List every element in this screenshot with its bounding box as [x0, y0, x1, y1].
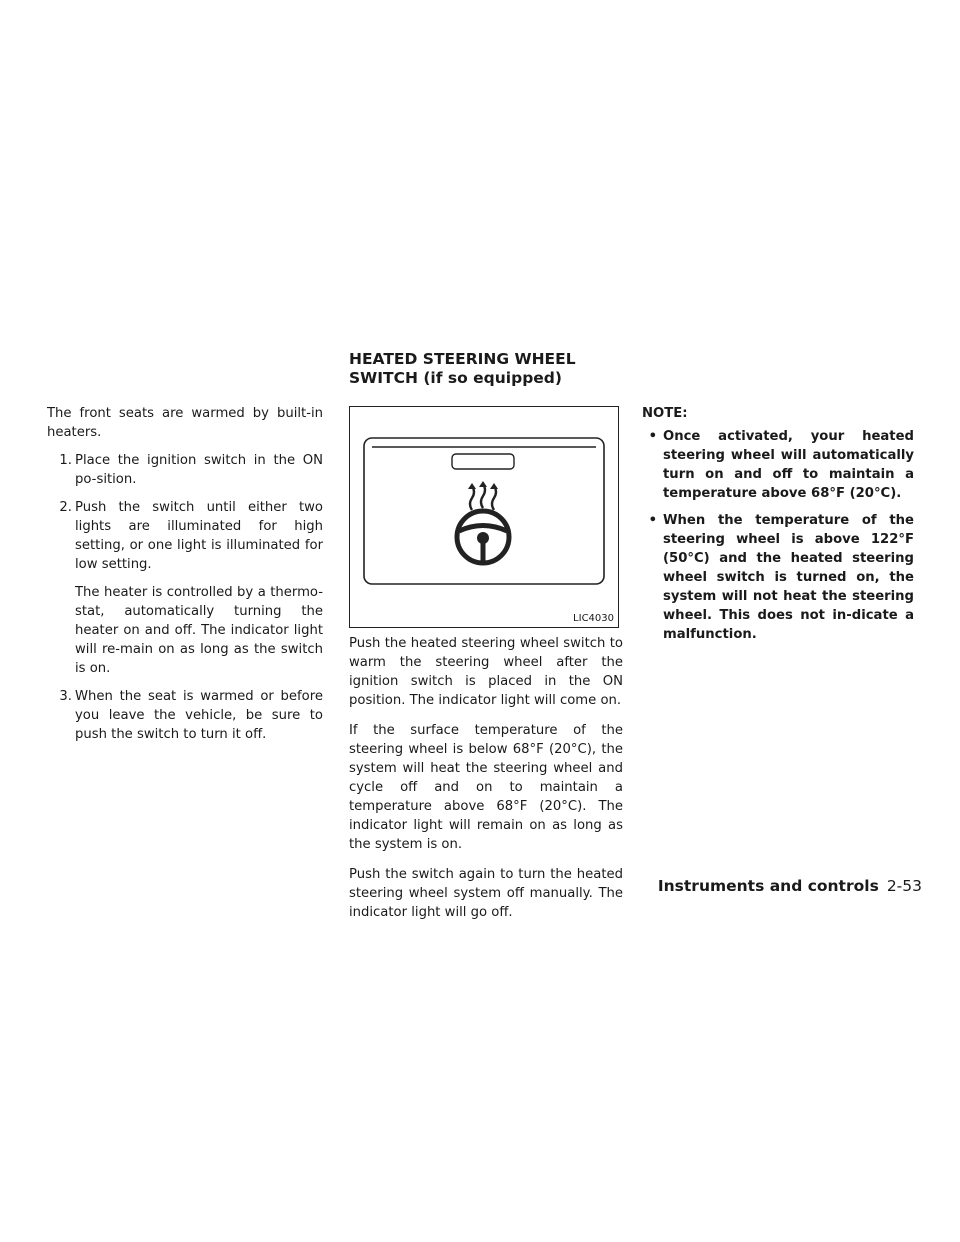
bullet-icon: •	[648, 513, 657, 528]
step-text: Place the ignition switch in the ON po-sition.	[75, 453, 323, 487]
list-item	[47, 498, 323, 678]
step-text: Push the switch until either two lights are illuminated for high setting, or one light is illuminated for low setting.	[75, 500, 323, 572]
middle-column	[349, 634, 623, 933]
footer-section-name: Instruments and controls	[657, 877, 879, 895]
figure-code: LIC4030	[573, 613, 614, 624]
left-column	[47, 404, 323, 753]
list-item	[47, 687, 323, 744]
note-text: Once activated, your heated steering wheel will automatically turn on and off to maintain a temperature above 68°F (20°C).	[663, 429, 914, 501]
section-title: HEATED STEERING WHEEL SWITCH (if so equipped)	[349, 350, 576, 387]
step-body	[75, 498, 323, 678]
steps-list	[47, 451, 323, 744]
bullet-icon: •	[648, 429, 657, 444]
list-item	[642, 511, 914, 644]
body-paragraph: Push the switch again to turn the heated steering wheel system off manually. The indicator light will go off.	[349, 867, 623, 920]
switch-illustration	[350, 407, 618, 627]
indicator-light	[452, 454, 514, 469]
steering-wheel-switch-figure	[349, 406, 619, 628]
page-footer	[658, 876, 922, 896]
note-heading: NOTE:	[642, 406, 688, 421]
step-number: 2.	[59, 500, 72, 515]
heated-steering-wheel-icon	[457, 481, 509, 563]
body-paragraph: Push the heated steering wheel switch to warm the steering wheel after the ignition switch is placed in the ON position. The indicator light will come on.	[349, 636, 623, 708]
note-column	[642, 404, 914, 652]
note-text: When the temperature of the steering wheel is above 122°F (50°C) and the heated steering wheel switch is turned on, the system will not heat the steering wheel. This does not in-dicate a malfunction.	[663, 513, 914, 642]
step-text: When the seat is warmed or before you leave the vehicle, be sure to push the switch to turn it off.	[75, 689, 323, 742]
page-number: 2-53	[886, 877, 922, 895]
step-subtext: The heater is controlled by a thermo-stat, automatically turning the heater on and off. The indicator light will re-main on as long as the switch is on.	[75, 585, 323, 676]
intro-paragraph: The front seats are warmed by built-in heaters.	[47, 406, 323, 440]
body-paragraph: If the surface temperature of the steering wheel is below 68°F (20°C), the system will heat the steering wheel and cycle off and on to maintain a temperature above 68°F (20°C). The indicator light will remain on as long as the system is on.	[349, 723, 623, 852]
step-number: 3.	[59, 689, 72, 704]
list-item	[47, 451, 323, 489]
list-item	[642, 427, 914, 503]
note-list	[642, 427, 914, 644]
step-number: 1.	[59, 453, 72, 468]
